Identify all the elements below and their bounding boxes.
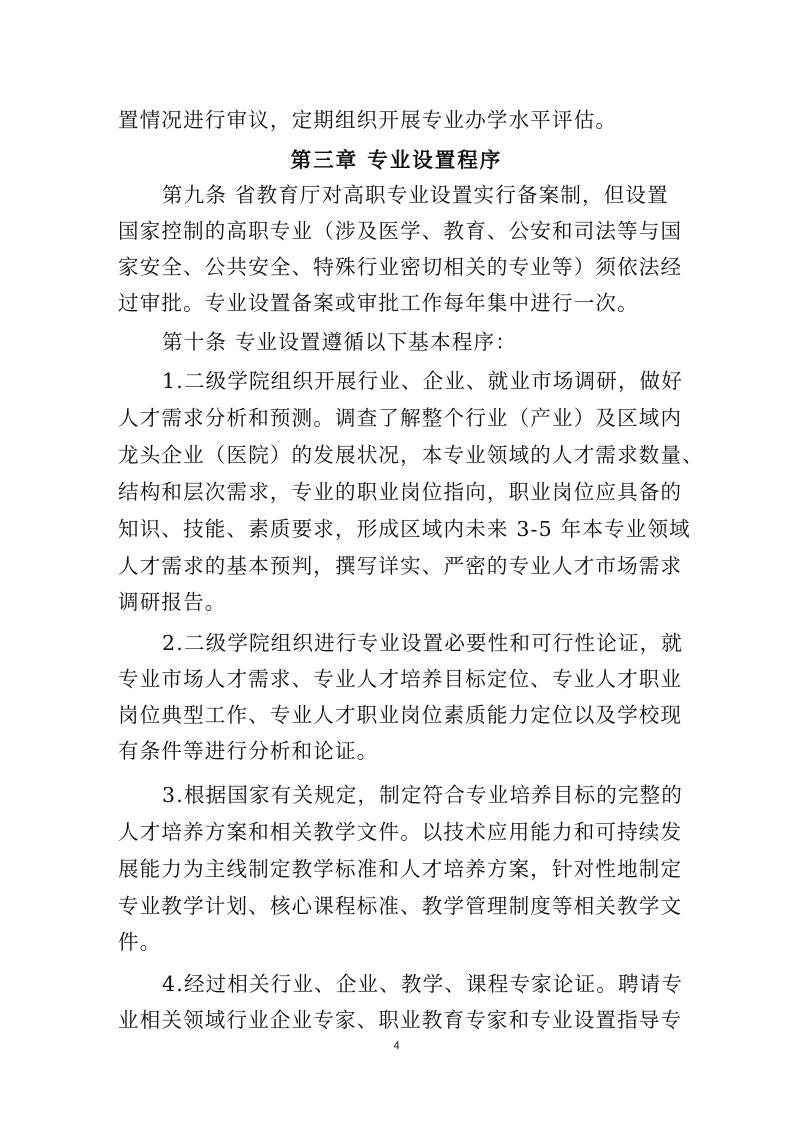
item-1-line: 1.二级学院组织开展行业、企业、就业市场调研，做好 [162, 369, 684, 393]
text-line: 调研报告。 [118, 590, 227, 614]
text-line: 岗位典型工作、专业人才职业岗位素质能力定位以及学校现 [118, 703, 683, 727]
item-4-line: 4.经过相关行业、企业、教学、课程专家论证。聘请专 [162, 972, 684, 996]
text-line: 结构和层次需求，专业的职业岗位指向，职业岗位应具备的 [118, 480, 683, 504]
text-line: 有条件等进行分析和论证。 [118, 739, 379, 763]
text-line: 人才需求分析和预测。调查了解整个行业（产业）及区域内 [118, 406, 683, 430]
text-line: 龙头企业（医院）的发展状况，本专业领域的人才需求数量、 [118, 443, 704, 467]
text-line: 人才需求的基本预判，撰写详实、严密的专业人才市场需求 [118, 554, 683, 578]
text-line: 知识、技能、素质要求，形成区域内未来 3-5 年本专业领域 [118, 517, 691, 541]
item-2-line: 2.二级学院组织进行专业设置必要性和可行性论证，就 [162, 631, 684, 655]
text-line: 业相关领域行业企业专家、职业教育专家和专业设置指导专 [118, 1008, 683, 1032]
text-line: 专业教学计划、核心课程标准、教学管理制度等相关教学文 [118, 894, 683, 918]
text-line: 人才培养方案和相关教学文件。以技术应用能力和可持续发 [118, 820, 683, 844]
text-line: 国家控制的高职专业（涉及医学、教育、公安和司法等与国 [118, 219, 683, 243]
item-3-line: 3.根据国家有关规定，制定符合专业培养目标的完整的 [162, 783, 684, 807]
text-line: 件。 [118, 930, 162, 954]
text-line: 专业市场人才需求、专业人才培养目标定位、专业人才职业 [118, 667, 683, 691]
article-10-line: 第十条 专业设置遵循以下基本程序： [162, 330, 517, 354]
page-number: 4 [393, 1040, 400, 1052]
article-9-line: 第九条 省教育厅对高职专业设置实行备案制，但设置 [162, 183, 669, 207]
text-line: 过审批。专业设置备案或审批工作每年集中进行一次。 [118, 291, 639, 315]
text-line: 置情况进行审议，定期组织开展专业办学水平评估。 [118, 108, 618, 132]
text-line: 家安全、公共安全、特殊行业密切相关的专业等）须依法经 [118, 255, 683, 279]
text-line: 展能力为主线制定教学标准和人才培养方案，针对性地制定 [118, 857, 683, 881]
chapter-heading: 第三章 专业设置程序 [290, 148, 503, 172]
